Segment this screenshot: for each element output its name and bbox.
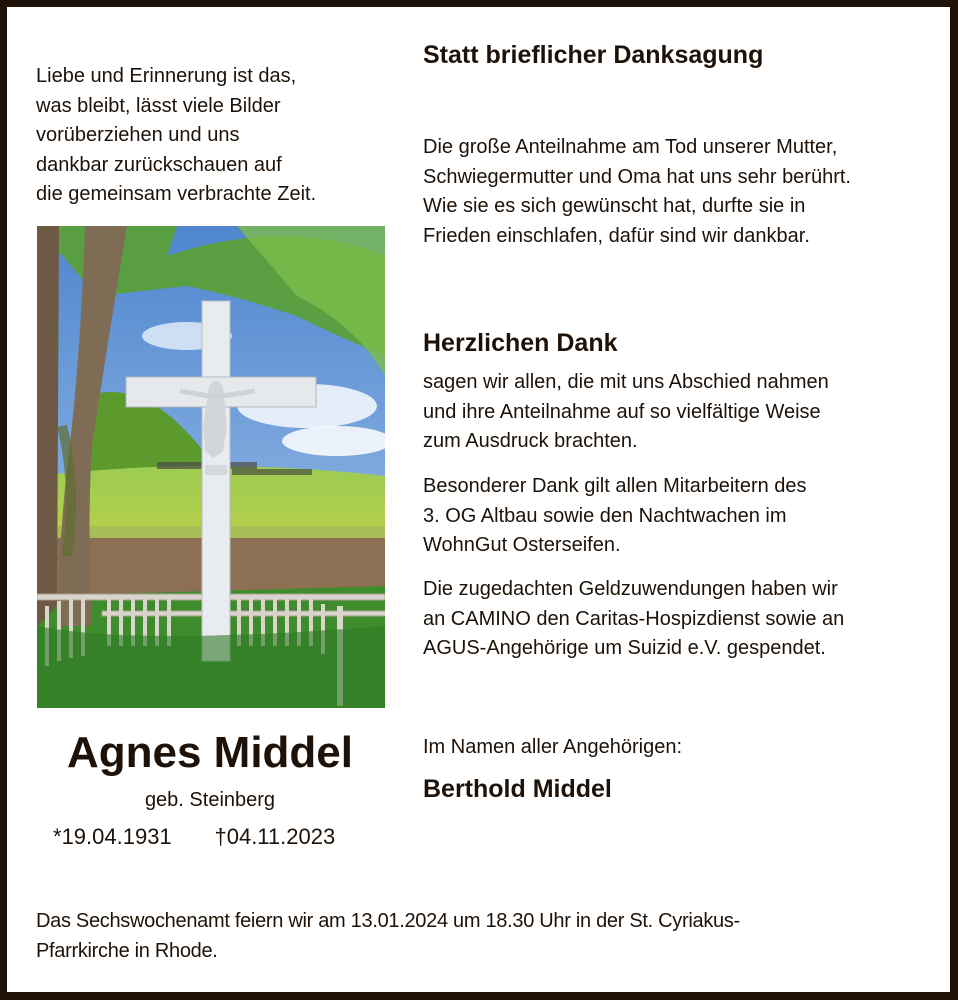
death-date: 04.11.2023 <box>226 824 336 849</box>
text-line: Das Sechswochenamt feiern wir am 13.01.2024 um 18.30 Uhr in der St. Cyriakus- <box>36 910 740 932</box>
thanks-subheading: Herzlichen Dank <box>423 329 618 357</box>
poem-line: vorüberziehen und uns <box>36 124 240 146</box>
poem-line: dankbar zurückschauen auf <box>36 153 282 176</box>
death-cross-icon: † <box>214 824 227 849</box>
thanks-paragraph-3 <box>423 575 844 664</box>
deceased-name: Agnes Middel <box>66 728 354 777</box>
thanks-heading: Statt brieflicher Danksagung <box>423 41 764 69</box>
text-line: Wie sie es sich gewünscht hat, durfte sie in <box>423 195 806 217</box>
thanks-intro <box>423 133 851 251</box>
text-line: Die große Anteilnahme am Tod unserer Mutter, <box>423 136 838 158</box>
obituary-notice <box>7 7 950 992</box>
poem-line: Liebe und Erinnerung ist das, <box>36 65 297 87</box>
text-line: sagen wir allen, die mit uns Abschied nahmen <box>423 371 829 393</box>
text-line: AGUS-Angehörige um Suizid e.V. gespendet. <box>423 637 826 659</box>
text-line: WohnGut Osterseifen. <box>423 534 621 556</box>
text-line: und ihre Anteilnahme auf so vielfältige Weise <box>423 400 821 423</box>
thanks-paragraph-1 <box>423 368 829 457</box>
text-line: Pfarrkirche in Rhode. <box>36 939 218 962</box>
life-dates <box>53 823 335 851</box>
memorial-service-note <box>36 907 740 966</box>
maiden-name: geb. Steinberg <box>144 789 276 811</box>
text-line: Frieden einschlafen, dafür sind wir dankbar. <box>423 224 810 247</box>
text-line: Die zugedachten Geldzuwendungen haben wir <box>423 578 838 600</box>
poem-line: was bleibt, lässt viele Bilder <box>36 94 281 117</box>
poem-line: die gemeinsam verbrachte Zeit. <box>36 183 317 205</box>
on-behalf-label: Im Namen aller Angehörigen: <box>423 736 683 758</box>
thanks-paragraph-2 <box>423 472 807 561</box>
wayside-cross-image <box>37 226 385 708</box>
text-line: zum Ausdruck brachten. <box>423 430 638 452</box>
text-line: Besonderer Dank gilt allen Mitarbeitern des <box>423 475 807 497</box>
text-line: 3. OG Altbau sowie den Nachtwachen im <box>423 504 787 527</box>
text-line: an CAMINO den Caritas-Hospizdienst sowie an <box>423 607 845 630</box>
birth-date: 19.04.1931 <box>61 824 172 849</box>
signer-name: Berthold Middel <box>423 775 612 803</box>
text-line: Schwiegermutter und Oma hat uns sehr berührt. <box>423 165 851 188</box>
memorial-poem <box>36 62 316 210</box>
birth-star-icon: * <box>53 824 62 849</box>
memorial-photo <box>37 226 385 708</box>
